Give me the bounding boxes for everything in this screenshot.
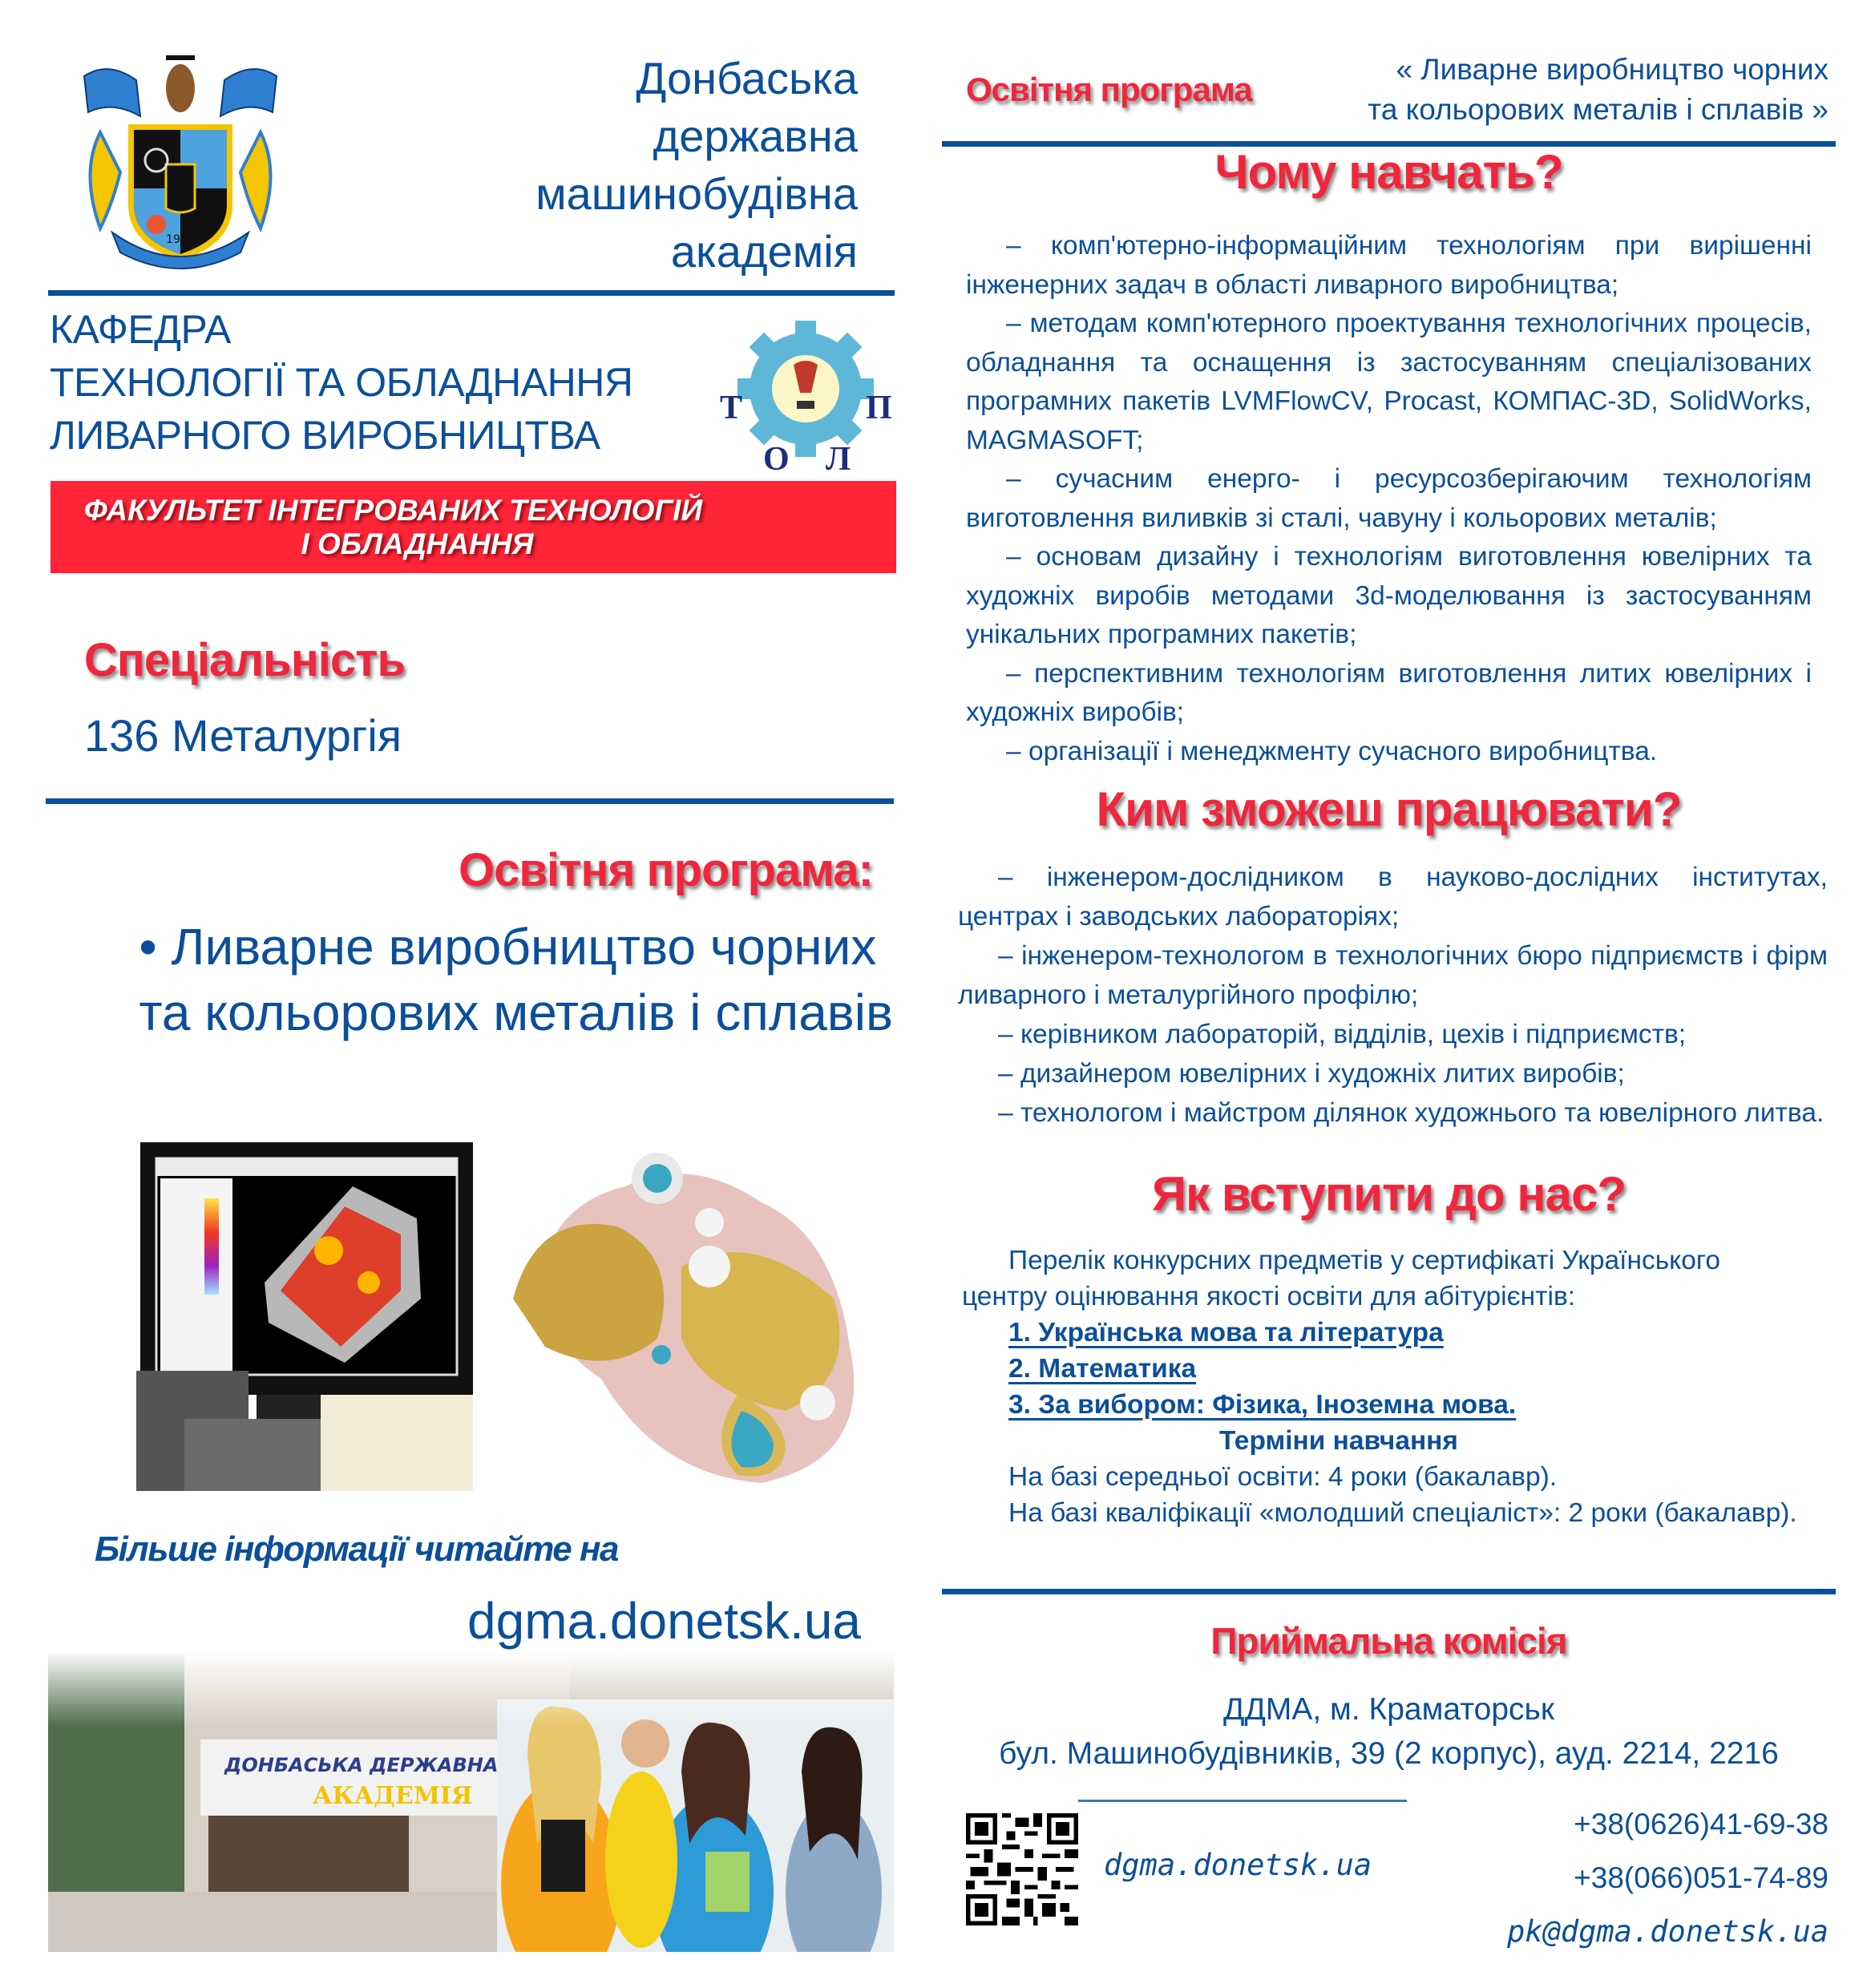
logo-letter: Л bbox=[826, 441, 851, 477]
admission-how-heading: Як вступити до нас? bbox=[1152, 1167, 1626, 1221]
why-item: – методам комп'ютерного проектування технологічних процесів, обладнання та оснащення із застосуванням спеціалізованих програмних пакетів LVMFlowCV, Procast, КОМПАС-3D, SolidWorks, MAGMASOFT; bbox=[966, 309, 1812, 455]
university-title bbox=[535, 50, 858, 281]
logo-letter: П bbox=[866, 390, 892, 426]
career-item: – інженером-дослідником в науково-дослідних інститутах, центрах і заводських лабораторіях; bbox=[958, 863, 1828, 931]
department-gear-logo bbox=[705, 313, 894, 477]
admission-office-heading: Приймальна комісія bbox=[1210, 1620, 1567, 1662]
program-heading-right: Освітня програма bbox=[966, 71, 1252, 108]
admission-intro-line: центру оцінювання якості освіти для абітурієнтів: bbox=[962, 1282, 1576, 1311]
left-top-divider bbox=[48, 290, 895, 296]
contacts-divider bbox=[1078, 1800, 1407, 1802]
qr-website-link[interactable]: dgma.donetsk.ua bbox=[1104, 1848, 1372, 1882]
logo-letter: Т bbox=[720, 390, 743, 426]
program-quote bbox=[1368, 50, 1829, 130]
career-item: – керівником лабораторій, відділів, цехів і підприємств; bbox=[998, 1020, 1687, 1049]
program-quote-line: та кольорових металів і сплавів » bbox=[1368, 93, 1829, 126]
qr-code[interactable] bbox=[966, 1813, 1078, 1925]
exam-subject: 1. Українська мова та література bbox=[1008, 1318, 1444, 1348]
website-link[interactable]: dgma.donetsk.ua bbox=[467, 1592, 861, 1650]
left-mid-divider bbox=[46, 798, 894, 804]
why-item: – сучасним енерго- і ресурсозберігаючим технологіям виготовлення виливків зі сталі, чавуну і кольорових металів; bbox=[966, 464, 1812, 533]
faculty-line: І ОБЛАДНАННЯ bbox=[301, 527, 534, 560]
study-term: На базі середньої освіти: 4 роки (бакалавр). bbox=[1008, 1462, 1558, 1492]
more-info-text: Більше інформації читайте на bbox=[95, 1529, 618, 1569]
study-term: На базі кваліфікації «молодший спеціаліст»: 2 роки (бакалавр). bbox=[1008, 1498, 1797, 1528]
faculty-line: ФАКУЛЬТЕТ ІНТЕГРОВАНИХ ТЕХНОЛОГІЙ bbox=[83, 494, 703, 527]
careers-list bbox=[958, 858, 1828, 1133]
career-item: – технологом і майстром ділянок художнього та ювелірного литва. bbox=[998, 1098, 1824, 1128]
department-line: КАФЕДРА bbox=[50, 307, 231, 352]
why-item: – комп'ютерно-інформаційним технологіям при вирішенні інженерних задач в області ливарного виробництва; bbox=[966, 231, 1812, 300]
faculty-banner bbox=[51, 481, 896, 573]
specialty-heading: Спеціальність bbox=[84, 634, 406, 686]
why-heading: Чому навчать? bbox=[1214, 145, 1563, 199]
department-line: ЛИВАРНОГО ВИРОБНИЦТВА bbox=[50, 413, 600, 458]
casting-simulation-image bbox=[136, 1130, 473, 1491]
career-item: – інженером-технологом в технологічних бюро підприємств і фірм ливарного і металургійного профілю; bbox=[958, 941, 1828, 1010]
program-line: та кольорових металів і сплавів bbox=[139, 984, 893, 1041]
program-name bbox=[139, 914, 893, 1045]
exam-subject: 2. Математика bbox=[1008, 1354, 1197, 1384]
department-line: ТЕХНОЛОГІЇ ТА ОБЛАДНАННЯ bbox=[50, 360, 633, 405]
careers-heading: Ким зможеш працювати? bbox=[1096, 782, 1682, 836]
admission-address bbox=[942, 1687, 1836, 1776]
university-title-line: Донбаська bbox=[636, 53, 858, 103]
career-item: – дизайнером ювелірних і художніх литих виробів; bbox=[998, 1059, 1625, 1089]
why-list bbox=[966, 227, 1812, 771]
admission-intro-line: Перелік конкурсних предметів у сертифікаті Українського bbox=[1008, 1246, 1720, 1275]
program-quote-line: « Ливарне виробництво чорних bbox=[1396, 53, 1829, 86]
why-item: – організації і менеджменту сучасного виробництва. bbox=[1006, 736, 1658, 766]
crest-year: 1952 bbox=[166, 233, 195, 246]
admission-info bbox=[962, 1242, 1836, 1531]
program-line: • Ливарне виробництво чорних bbox=[139, 918, 877, 976]
why-item: – основам дизайну і технологіям виготовлення ювелірних та художніх виробів методами 3d-моделювання із застосуванням унікальних програмних пакетів; bbox=[966, 542, 1812, 649]
logo-letter: О bbox=[763, 441, 790, 477]
phone-number[interactable]: +38(066)051-74-89 bbox=[1574, 1861, 1829, 1894]
study-terms-heading: Терміни навчання bbox=[1219, 1426, 1458, 1456]
academy-crest-logo bbox=[76, 44, 285, 281]
university-title-line: академія bbox=[670, 226, 858, 277]
address-line: бул. Машинобудівників, 39 (2 корпус), ауд. 2214, 2216 bbox=[999, 1736, 1779, 1771]
phone-number[interactable]: +38(0626)41-69-38 bbox=[1574, 1808, 1829, 1841]
address-line: ДДМА, м. Краматорськ bbox=[1223, 1692, 1554, 1727]
email-link[interactable]: pk@dgma.donetsk.ua bbox=[1507, 1914, 1829, 1949]
exam-subject: 3. За вибором: Фізика, Іноземна мова. bbox=[1008, 1390, 1517, 1420]
specialty-value: 136 Металургія bbox=[84, 710, 402, 761]
why-item: – перспективним технологіям виготовлення литих ювелірних і художніх виробів; bbox=[966, 658, 1812, 727]
university-title-line: державна bbox=[653, 111, 858, 161]
department-name bbox=[50, 303, 632, 462]
campus-students-photo bbox=[48, 1651, 894, 1952]
jewelry-brooch-image bbox=[497, 1138, 882, 1491]
university-title-line: машинобудівна bbox=[535, 168, 858, 219]
right-bottom-divider bbox=[942, 1589, 1836, 1594]
program-heading: Освітня програма: bbox=[459, 844, 873, 896]
